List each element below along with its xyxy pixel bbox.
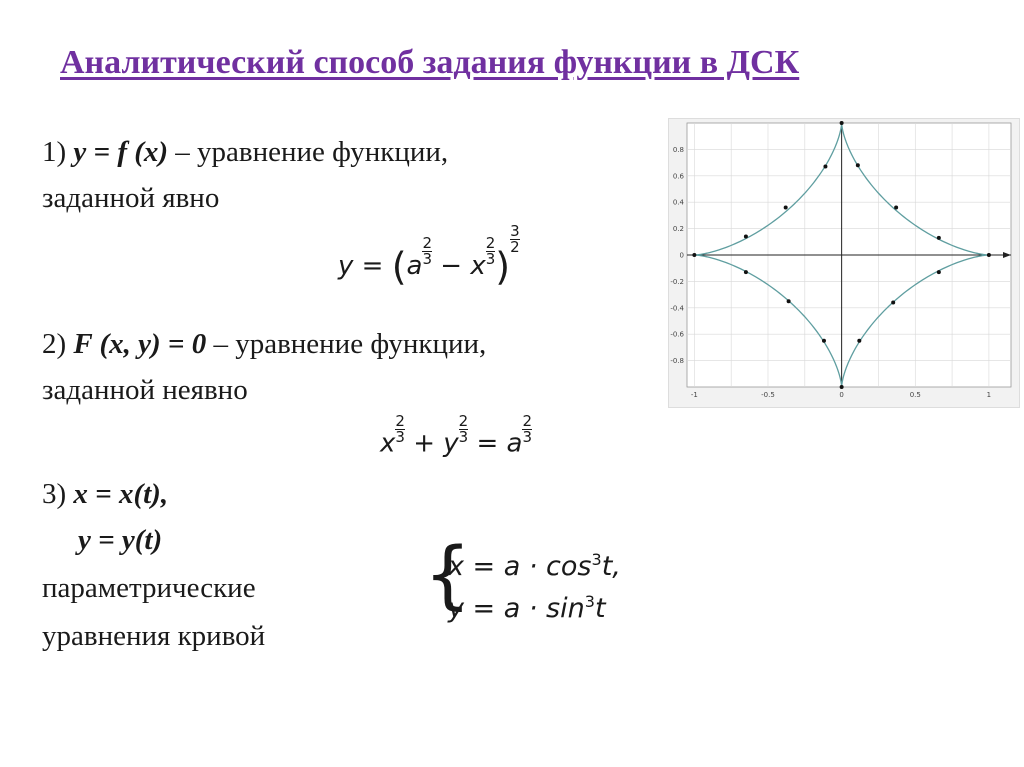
y-tick-label: 0.6 bbox=[672, 172, 684, 181]
exponent-frac: $\frac{2}{3}$ bbox=[522, 412, 533, 446]
item1-description: – уравнение функции, bbox=[168, 136, 449, 168]
item2-equation: F (x, y) = 0 bbox=[73, 328, 207, 360]
y-tick-label: 0.8 bbox=[672, 145, 684, 154]
item3-x-equation: x = x(t), bbox=[73, 478, 169, 510]
item3-y-equation: y = y(t) bbox=[78, 524, 163, 556]
item2-description: – уравнение функции, bbox=[206, 328, 487, 360]
x-tick-label: 0 bbox=[839, 391, 844, 399]
y-tick-label: 0 bbox=[679, 251, 684, 260]
paren-open: ( bbox=[391, 244, 407, 289]
x-tick-label: 1 bbox=[986, 391, 992, 399]
exponent-frac: $\frac{2}{3}$ bbox=[395, 412, 405, 446]
data-point bbox=[840, 385, 844, 389]
y-tick-label: -0.6 bbox=[670, 330, 684, 339]
formula-a: a bbox=[406, 251, 423, 281]
exponent-frac: $\frac{2}{3}$ bbox=[458, 412, 469, 446]
formula-x: x bbox=[470, 251, 486, 281]
system-brace: { bbox=[424, 532, 472, 618]
x-tick-label: -0.5 bbox=[761, 391, 775, 399]
formula-lhs: y = bbox=[338, 251, 392, 281]
outer-exponent-frac: $\frac{3}{2}$ bbox=[510, 222, 520, 256]
implicit-formula bbox=[380, 414, 532, 459]
astroid-plot bbox=[668, 118, 1020, 408]
data-point bbox=[856, 163, 860, 167]
item2-line1 bbox=[42, 326, 486, 362]
x-tick-label: -1 bbox=[690, 391, 698, 399]
data-point bbox=[692, 253, 696, 257]
exponent-frac: $\frac{2}{3}$ bbox=[485, 234, 496, 269]
data-point bbox=[744, 235, 748, 239]
item1-equation: y = f (x) bbox=[73, 136, 169, 168]
item1-line1 bbox=[42, 134, 448, 170]
data-point bbox=[823, 165, 827, 169]
formula-plus: + bbox=[404, 428, 444, 459]
item2-line2: заданной неявно bbox=[42, 374, 248, 406]
paren-close: ) bbox=[495, 244, 511, 289]
item3-line3: параметрические bbox=[42, 572, 256, 604]
y-tick-label: 0.2 bbox=[672, 225, 684, 234]
item3-line1 bbox=[42, 476, 168, 512]
y-tick-label: -0.2 bbox=[670, 277, 684, 286]
data-point bbox=[822, 339, 826, 343]
exponent-frac: $\frac{2}{3}$ bbox=[422, 234, 433, 269]
data-point bbox=[857, 339, 861, 343]
y-tick-label: 0.4 bbox=[672, 198, 684, 207]
item1-line2: заданной явно bbox=[42, 182, 220, 214]
explicit-formula bbox=[338, 224, 520, 289]
item2-number: 2) bbox=[42, 328, 74, 360]
param-y-equation: $y = a \cdot \sin^3t$ bbox=[448, 592, 606, 624]
formula-minus: − bbox=[432, 251, 471, 281]
x-tick-label: 0.5 bbox=[909, 391, 921, 399]
item1-number: 1) bbox=[42, 136, 74, 168]
formula-y: y bbox=[443, 428, 459, 459]
data-point bbox=[937, 236, 941, 240]
astroid-chart bbox=[669, 119, 1019, 407]
item3-number: 3) bbox=[42, 478, 74, 510]
formula-x: x bbox=[380, 428, 396, 459]
data-point bbox=[937, 270, 941, 274]
data-point bbox=[787, 299, 791, 303]
data-point bbox=[840, 121, 844, 125]
data-point bbox=[784, 205, 788, 209]
data-point bbox=[891, 301, 895, 305]
data-point bbox=[894, 205, 898, 209]
y-tick-label: -0.8 bbox=[670, 357, 684, 366]
formula-equals: = bbox=[468, 428, 507, 459]
item3-line4: уравнения кривой bbox=[42, 620, 266, 652]
param-x-equation: $x = a \cdot \cos^3t$, bbox=[448, 550, 621, 582]
formula-a: a bbox=[506, 428, 523, 459]
y-tick-label: -0.4 bbox=[670, 304, 684, 313]
data-point bbox=[987, 253, 991, 257]
data-point bbox=[744, 270, 748, 274]
page-title: Аналитический способ задания функции в ДСК bbox=[60, 44, 800, 81]
